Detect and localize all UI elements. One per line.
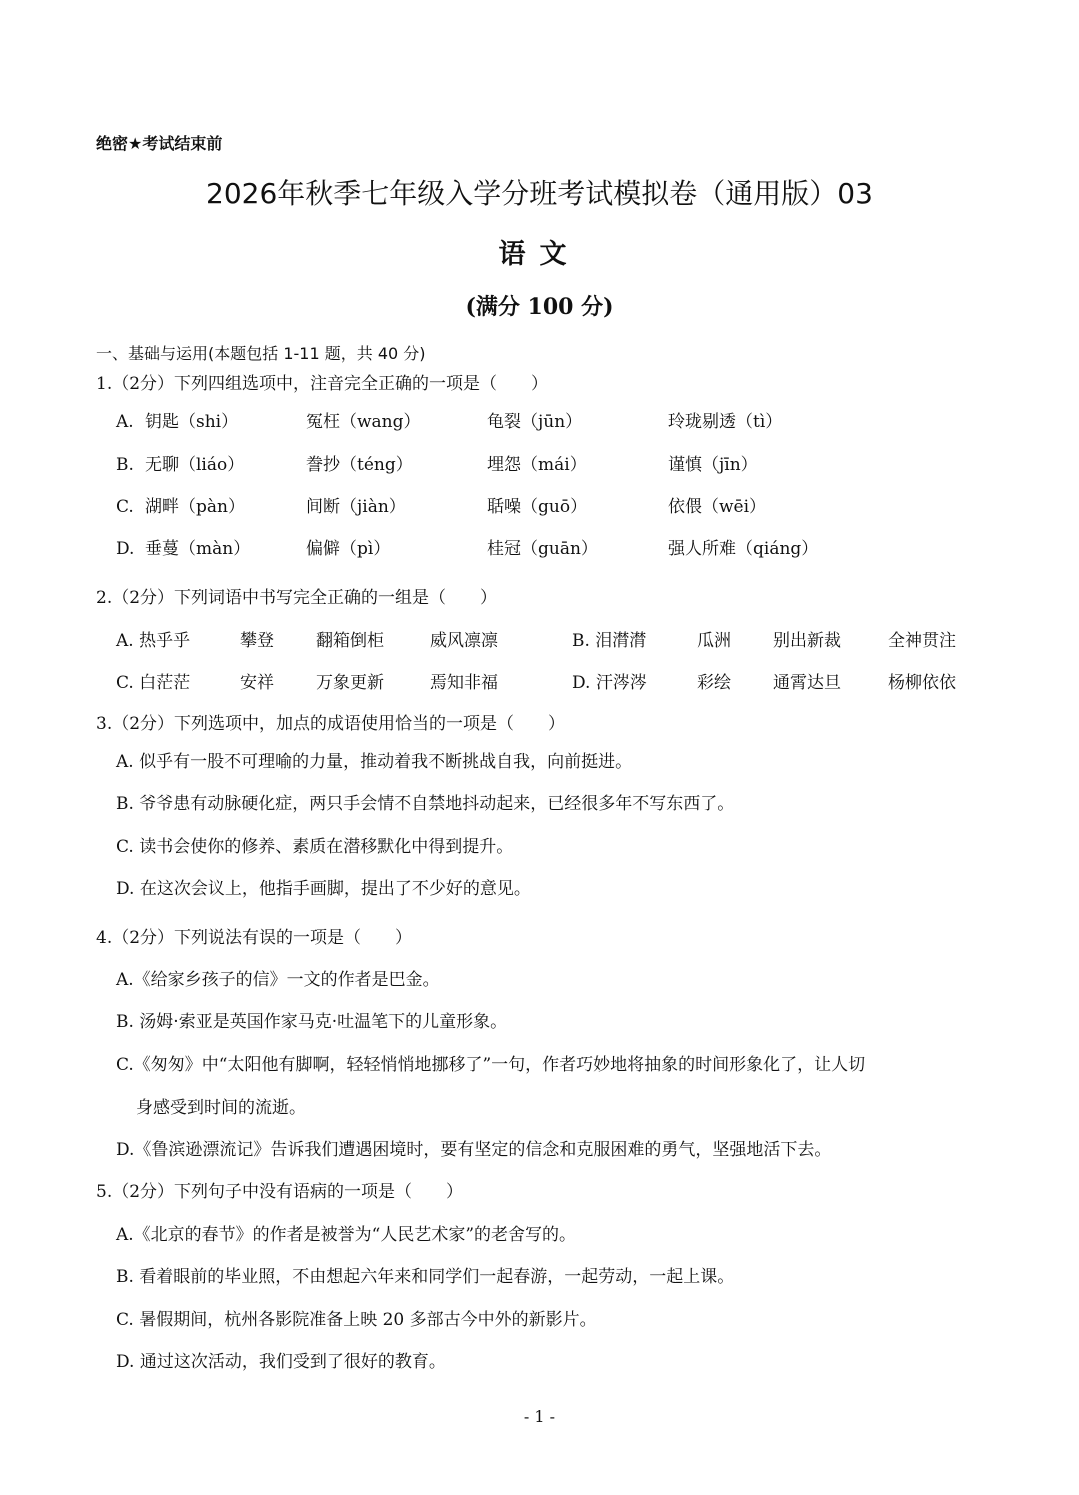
q1-option-label: D. [116, 539, 135, 559]
q1-item: 垂蔓（màn） [145, 539, 251, 559]
q1-item: 强人所难（qiáng） [668, 539, 819, 559]
section-heading: 一、基础与运用(本题包括 1-11 题，共 40 分) [96, 344, 426, 363]
q1-option-label: C. [116, 497, 134, 517]
q1-item: 偏僻（pì） [306, 539, 391, 559]
question-5-stem: 5.（2分）下列句子中没有语病的一项是（ ） [96, 1182, 464, 1202]
q3-option-a: A. 似乎有一股不可理喻的力量，推动着我不断挑战自我，向前挺进。 [116, 752, 633, 772]
confidential-label: 绝密★考试结束前 [96, 134, 223, 153]
q2-word: 瓜洲 [697, 631, 731, 651]
q5-option-b: B. 看着眼前的毕业照，不由想起六年来和同学们一起春游，一起劳动，一起上课。 [116, 1267, 735, 1287]
q1-item: 龟裂（jūn） [487, 412, 583, 432]
q3-option-d: D. 在这次会议上，他指手画脚，提出了不少好的意见。 [116, 879, 531, 899]
q5-option-a: A.《北京的春节》的作者是被誉为“人民艺术家”的老舍写的。 [116, 1225, 577, 1245]
q1-option-label: B. [116, 455, 134, 475]
q2-word: 彩绘 [697, 673, 731, 693]
q2-word: 威风凛凛 [430, 631, 498, 651]
full-score: (满分 100 分) [465, 294, 614, 320]
q2-word: 焉知非福 [430, 673, 498, 693]
question-1-stem: 1.（2分）下列四组选项中，注音完全正确的一项是（ ） [96, 374, 549, 394]
q2-word: A. 热乎乎 [116, 631, 191, 651]
q2-word: 攀登 [240, 631, 274, 651]
q2-word: C. 白茫茫 [116, 673, 191, 693]
q2-word: 全神贯注 [888, 631, 956, 651]
q2-word: 杨柳依依 [888, 673, 956, 693]
q2-word: 万象更新 [316, 673, 384, 693]
q1-item: 聒噪（guō） [487, 497, 588, 517]
q4-option-a: A.《给家乡孩子的信》一文的作者是巴金。 [116, 970, 440, 990]
q1-item: 间断（jiàn） [306, 497, 406, 517]
q2-word: 安祥 [240, 673, 274, 693]
q5-option-d: D. 通过这次活动，我们受到了很好的教育。 [116, 1352, 446, 1372]
q1-item: 埋怨（mái） [487, 455, 587, 475]
q1-item: 誊抄（téng） [306, 455, 413, 475]
q4-option-c-line2: 身感受到时间的流逝。 [136, 1098, 306, 1118]
q3-option-b: B. 爷爷患有动脉硬化症，两只手会情不自禁地抖动起来，已经很多年不写东西了。 [116, 794, 735, 814]
q1-item: 玲珑剔透（tì） [668, 412, 783, 432]
q3-option-c: C. 读书会使你的修养、素质在潜移默化中得到提升。 [116, 837, 514, 857]
q4-option-b: B. 汤姆·索亚是英国作家马克·吐温笔下的儿童形象。 [116, 1012, 508, 1032]
q2-word: 通霄达旦 [773, 673, 841, 693]
q1-item: 冤枉（wang） [306, 412, 421, 432]
q1-item: 谨慎（jīn） [668, 455, 758, 475]
question-3-stem: 3.（2分）下列选项中，加点的成语使用恰当的一项是（ ） [96, 714, 566, 734]
question-4-stem: 4.（2分）下列说法有误的一项是（ ） [96, 928, 413, 948]
q1-item: 钥匙（shi） [145, 412, 239, 432]
q1-item: 依偎（wēi） [668, 497, 767, 517]
q1-option-label: A. [116, 412, 134, 432]
q4-option-d: D.《鲁滨逊漂流记》告诉我们遭遇困境时，要有坚定的信念和克服困难的勇气，坚强地活下去。 [116, 1140, 832, 1160]
exam-title: 2026年秋季七年级入学分班考试模拟卷（通用版）03 [206, 177, 873, 210]
q2-word: 别出新裁 [773, 631, 841, 651]
q4-option-c-line1: C.《匆匆》中“太阳他有脚啊，轻轻悄悄地挪移了”一句，作者巧妙地将抽象的时间形象化了，让人切 [116, 1055, 866, 1075]
question-2-stem: 2.（2分）下列词语中书写完全正确的一组是（ ） [96, 588, 498, 608]
subject-title: 语文 [498, 239, 581, 270]
q2-word: B. 泪潸潸 [572, 631, 647, 651]
q5-option-c: C. 暑假期间，杭州各影院准备上映 20 多部古今中外的新影片。 [116, 1310, 597, 1330]
q1-item: 桂冠（guān） [487, 539, 598, 559]
q1-item: 无聊（liáo） [145, 455, 245, 475]
q2-word: 翻箱倒柜 [316, 631, 384, 651]
page-number: - 1 - [523, 1407, 556, 1426]
q1-item: 湖畔（pàn） [145, 497, 245, 517]
q2-word: D. 汗涔涔 [572, 673, 647, 693]
